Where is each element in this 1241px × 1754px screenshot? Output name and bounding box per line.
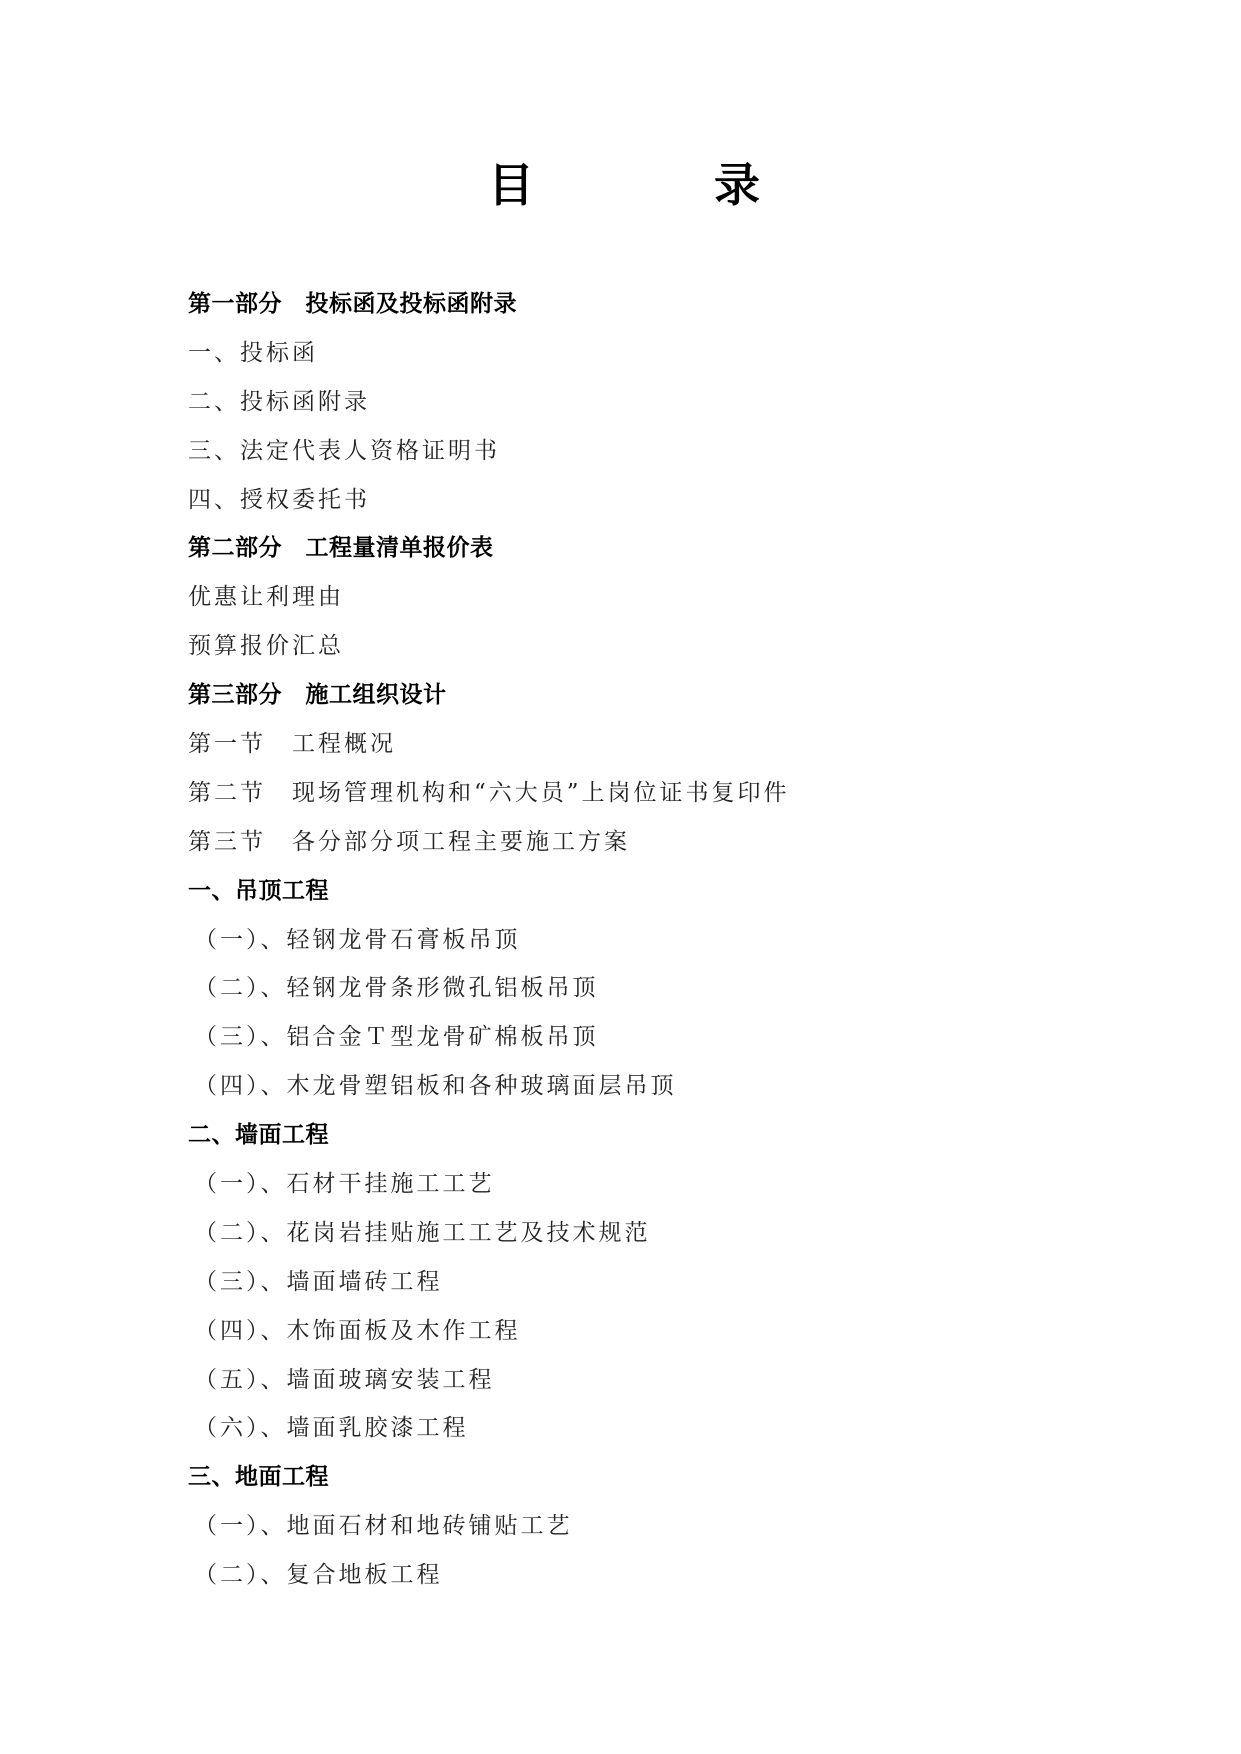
toc-entry: （二）、复合地板工程	[194, 1562, 443, 1589]
toc-section-heading: 第三部分 施工组织设计	[188, 682, 447, 709]
toc-section-heading: 一、吊顶工程	[188, 877, 329, 904]
toc-entry: 预算报价汇总	[188, 633, 344, 660]
toc-entry: （四）、木龙骨塑铝板和各种玻璃面层吊顶	[194, 1073, 677, 1100]
toc-entry: 二、投标函附录	[188, 388, 370, 415]
toc-entry: （三）、铝合金Ｔ型龙骨矿棉板吊顶	[194, 1024, 599, 1051]
toc-entry: 第三节 各分部分项工程主要施工方案	[188, 828, 630, 855]
title-char-1: 目	[488, 158, 534, 212]
toc-entry: （四）、木饰面板及木作工程	[194, 1317, 521, 1344]
toc-entry: 第一节 工程概况	[188, 731, 396, 758]
title-char-2: 录	[714, 158, 760, 212]
table-of-contents	[188, 280, 1168, 1600]
page-title	[0, 155, 1241, 215]
toc-entry: （二）、轻钢龙骨条形微孔铝板吊顶	[194, 975, 599, 1002]
toc-entry: 优惠让利理由	[188, 584, 344, 611]
toc-entry: （一）、地面石材和地砖铺贴工艺	[194, 1513, 573, 1540]
toc-entry: （六）、墙面乳胶漆工程	[194, 1415, 469, 1442]
toc-entry: （二）、花岗岩挂贴施工工艺及技术规范	[194, 1219, 651, 1246]
toc-section-heading: 第二部分 工程量清单报价表	[188, 535, 494, 562]
toc-entry: 第二节 现场管理机构和“六大员”上岗位证书复印件	[188, 779, 790, 806]
toc-entry: 三、法定代表人资格证明书	[188, 437, 500, 464]
toc-section-heading: 二、墙面工程	[188, 1122, 329, 1149]
toc-entry: （五）、墙面玻璃安装工程	[194, 1366, 495, 1393]
toc-section-heading: 第一部分 投标函及投标函附录	[188, 291, 517, 317]
toc-entry: （三）、墙面墙砖工程	[194, 1268, 443, 1295]
toc-entry: （一）、轻钢龙骨石膏板吊顶	[194, 926, 521, 953]
toc-entry: （一）、石材干挂施工工艺	[194, 1171, 495, 1198]
toc-entry: 四、授权委托书	[188, 486, 370, 513]
toc-entry: 一、投标函	[188, 339, 318, 366]
toc-section-heading: 三、地面工程	[188, 1464, 329, 1491]
